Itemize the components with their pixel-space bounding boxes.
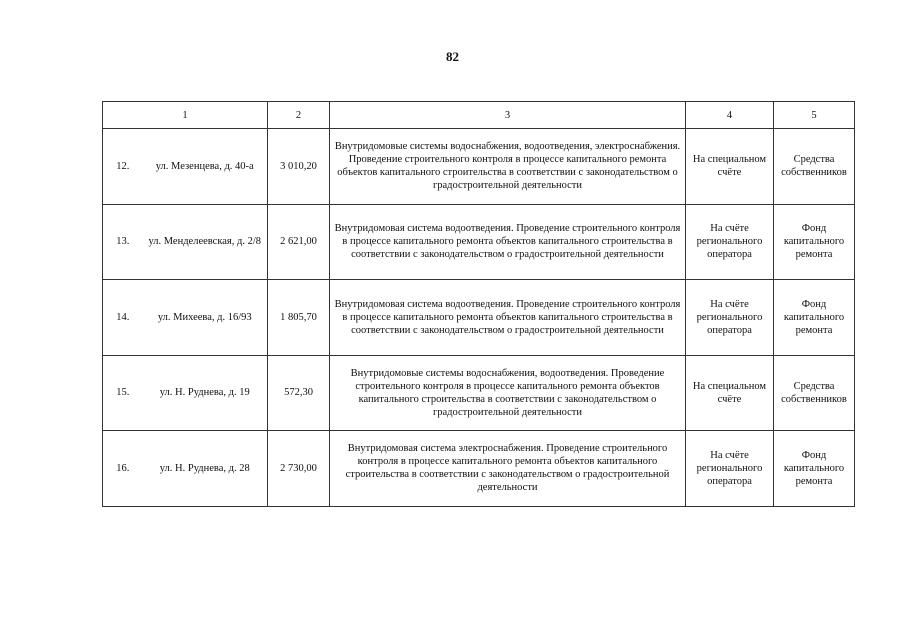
account-type-cell: На счёте регионального оператора (686, 204, 774, 280)
row-number: 13. (103, 204, 143, 280)
works-description-cell: Внутридомовая система электроснабжения. Проведение строительного контроля в процессе капитального ремонта объектов капитального строительства в соответствии с законодательством о градостроительной деятельности (330, 431, 686, 507)
funding-source-cell: Фонд капитального ремонта (774, 280, 855, 356)
table-header-row (103, 102, 855, 129)
table-row (103, 280, 855, 356)
row-number: 16. (103, 431, 143, 507)
cost-cell: 1 805,70 (268, 280, 330, 356)
table-row (103, 129, 855, 205)
table-row (103, 355, 855, 431)
column-header-4: 4 (686, 102, 774, 129)
cost-cell: 572,30 (268, 355, 330, 431)
account-type-cell: На специальном счёте (686, 355, 774, 431)
account-type-cell: На счёте регионального оператора (686, 431, 774, 507)
account-type-cell: На счёте регионального оператора (686, 280, 774, 356)
column-header-5: 5 (774, 102, 855, 129)
funding-source-cell: Средства собственников (774, 129, 855, 205)
account-type-cell: На специальном счёте (686, 129, 774, 205)
works-description-cell: Внутридомовая система водоотведения. Проведение строительного контроля в процессе капитального ремонта объектов капитального строительства в соответствии с законодательством о градостроительной деятельности (330, 204, 686, 280)
works-description-cell: Внутридомовые системы водоснабжения, водоотведения, электроснабжения. Проведение строительного контроля в процессе капитального ремонта объектов капитального строительства в соответствии с законодательством о градостроительной деятельности (330, 129, 686, 205)
address-cell: ул. Н. Руднева, д. 28 (143, 431, 268, 507)
cost-cell: 3 010,20 (268, 129, 330, 205)
funding-source-cell: Средства собственников (774, 355, 855, 431)
works-description-cell: Внутридомовые системы водоснабжения, водоотведения. Проведение строительного контроля в процессе капитального ремонта объектов капитального строительства в соответствии с законодательством о градостроительной деятельности (330, 355, 686, 431)
address-cell: ул. Менделеевская, д. 2/8 (143, 204, 268, 280)
works-description-cell: Внутридомовая система водоотведения. Проведение строительного контроля в процессе капитального ремонта объектов капитального строительства в соответствии с законодательством о градостроительной деятельности (330, 280, 686, 356)
page-number: 82 (446, 49, 459, 64)
column-header-2: 2 (268, 102, 330, 129)
column-header-3: 3 (330, 102, 686, 129)
cost-cell: 2 730,00 (268, 431, 330, 507)
row-number: 14. (103, 280, 143, 356)
funding-source-cell: Фонд капитального ремонта (774, 431, 855, 507)
address-cell: ул. Мезенцева, д. 40-а (143, 129, 268, 205)
funding-source-cell: Фонд капитального ремонта (774, 204, 855, 280)
table-row (103, 431, 855, 507)
column-header-1: 1 (103, 102, 268, 129)
table-row (103, 204, 855, 280)
row-number: 12. (103, 129, 143, 205)
row-number: 15. (103, 355, 143, 431)
address-cell: ул. Н. Руднева, д. 19 (143, 355, 268, 431)
repair-schedule-table (102, 101, 855, 507)
cost-cell: 2 621,00 (268, 204, 330, 280)
address-cell: ул. Михеева, д. 16/93 (143, 280, 268, 356)
